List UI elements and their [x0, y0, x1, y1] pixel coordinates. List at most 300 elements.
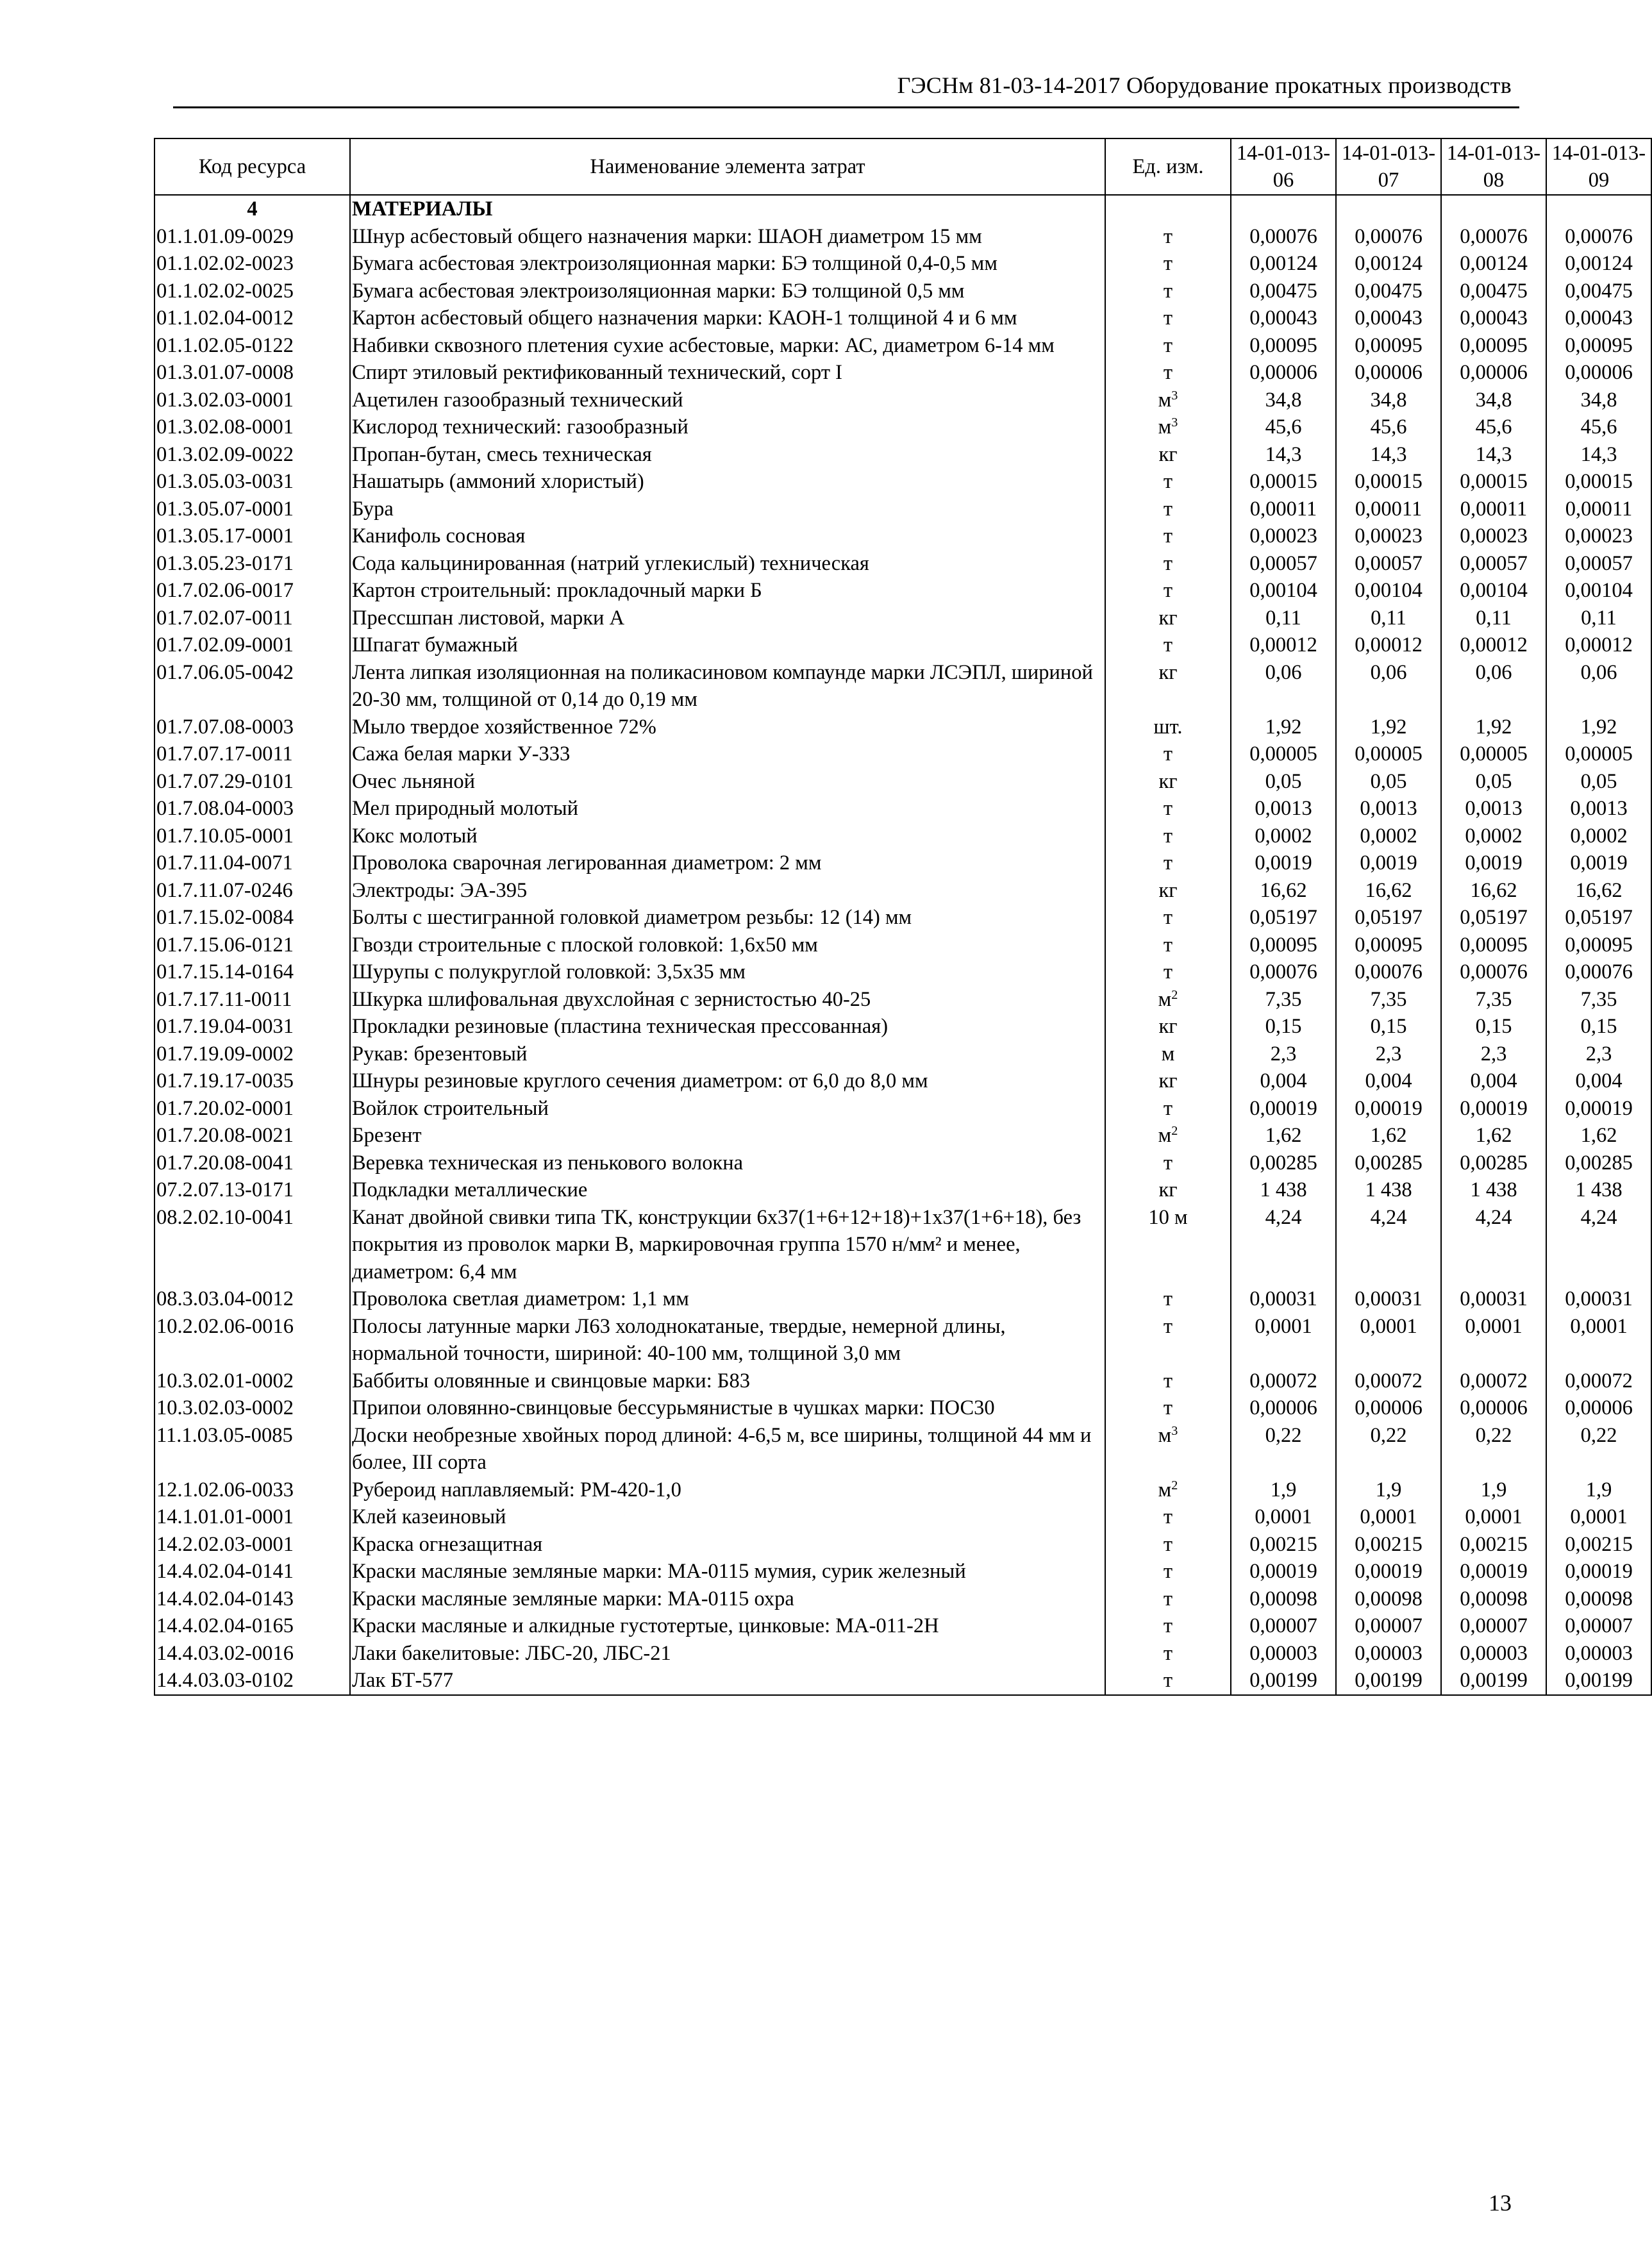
item-name: Проволока светлая диаметром: 1,1 мм	[350, 1285, 1105, 1313]
table-row	[154, 223, 1651, 251]
norm-value: 0,11	[1231, 605, 1336, 632]
norm-value: 0,00057	[1231, 550, 1336, 578]
unit-of-measure	[1105, 250, 1231, 278]
item-name: Шнур асбестовый общего назначения марки: ШАОН диаметром 15 мм	[350, 223, 1105, 251]
norm-value: 0,05197	[1231, 904, 1336, 932]
norm-value: 0,00098	[1336, 1585, 1441, 1613]
norm-value: 0,00095	[1441, 932, 1546, 959]
item-name: Мел природный молотый	[350, 795, 1105, 823]
unit-of-measure	[1105, 1503, 1231, 1531]
item-name: Сажа белая марки У-333	[350, 740, 1105, 768]
unit-of-measure	[1105, 550, 1231, 578]
norm-value: 0,00215	[1336, 1531, 1441, 1559]
norm-value: 0,00003	[1231, 1640, 1336, 1668]
norm-value: 1 438	[1546, 1176, 1651, 1204]
unit-of-measure	[1105, 278, 1231, 305]
norm-value: 0,00006	[1231, 359, 1336, 387]
resource-code: 01.7.10.05-0001	[154, 823, 350, 850]
unit-base: т	[1163, 933, 1173, 957]
norm-value: 45,6	[1441, 414, 1546, 441]
norm-value: 0,00011	[1441, 496, 1546, 523]
unit-base: т	[1163, 1287, 1173, 1310]
norm-value: 0,00043	[1336, 305, 1441, 332]
norm-value: 0,00095	[1546, 332, 1651, 360]
item-name: Подкладки металлические	[350, 1176, 1105, 1204]
norm-value: 14,3	[1546, 441, 1651, 469]
norm-value: 0,0001	[1336, 1313, 1441, 1367]
unit-base: т	[1163, 1560, 1173, 1583]
norm-value: 14,3	[1336, 441, 1441, 469]
unit-of-measure	[1105, 468, 1231, 496]
unit-base: кг	[1158, 1015, 1178, 1038]
norm-value: 0,00019	[1231, 1095, 1336, 1123]
unit-base: шт.	[1153, 715, 1183, 739]
resource-code: 01.7.19.04-0031	[154, 1013, 350, 1041]
unit-base: м	[1158, 987, 1172, 1011]
norm-value: 0,22	[1336, 1422, 1441, 1476]
norm-value: 0,0002	[1441, 823, 1546, 850]
norm-value: 0,00095	[1441, 332, 1546, 360]
item-name: Бура	[350, 496, 1105, 523]
unit-base: т	[1163, 497, 1173, 521]
norm-value: 34,8	[1441, 387, 1546, 414]
unit-of-measure	[1105, 932, 1231, 959]
unit-base: кг	[1158, 1178, 1178, 1201]
unit-base: т	[1163, 306, 1173, 330]
norm-value: 0,00475	[1546, 278, 1651, 305]
norm-value: 0,00003	[1441, 1640, 1546, 1668]
table-row	[154, 278, 1651, 305]
norm-value: 0,00006	[1441, 359, 1546, 387]
unit-base: т	[1163, 851, 1173, 874]
item-name: Пропан-бутан, смесь техническая	[350, 441, 1105, 469]
norm-value: 1,92	[1546, 714, 1651, 741]
resource-code: 01.7.20.08-0041	[154, 1150, 350, 1177]
norm-value: 0,00124	[1231, 250, 1336, 278]
norm-value: 0,00023	[1231, 523, 1336, 550]
item-name: Электроды: ЭА-395	[350, 877, 1105, 905]
unit-of-measure	[1105, 877, 1231, 905]
resource-code: 01.7.20.08-0021	[154, 1122, 350, 1150]
item-name: Краски масляные земляные марки: МА-0115 мумия, сурик железный	[350, 1558, 1105, 1585]
norm-value: 0,00076	[1336, 958, 1441, 986]
unit-of-measure	[1105, 1585, 1231, 1613]
table-row	[154, 1422, 1651, 1476]
unit-of-measure	[1105, 1041, 1231, 1068]
unit-of-measure	[1105, 414, 1231, 441]
norm-value: 1 438	[1231, 1176, 1336, 1204]
item-name: Очес льняной	[350, 768, 1105, 796]
item-name: Веревка техническая из пенькового волокна	[350, 1150, 1105, 1177]
norm-value: 0,00019	[1546, 1095, 1651, 1123]
table-row	[154, 1585, 1651, 1613]
norm-value: 0,00012	[1231, 631, 1336, 659]
unit-of-measure	[1105, 1285, 1231, 1313]
table-row	[154, 1067, 1651, 1095]
norm-value: 14,3	[1441, 441, 1546, 469]
norm-value: 4,24	[1441, 1204, 1546, 1286]
item-name: Кислород технический: газообразный	[350, 414, 1105, 441]
unit-base: т	[1163, 1505, 1173, 1528]
table-row	[154, 496, 1651, 523]
norm-value: 0,00057	[1336, 550, 1441, 578]
norm-value: 2,3	[1336, 1041, 1441, 1068]
table-row	[154, 1531, 1651, 1559]
unit-exponent: 2	[1171, 987, 1178, 1002]
norm-value: 1,62	[1231, 1122, 1336, 1150]
norm-value: 0,00019	[1336, 1558, 1441, 1585]
norm-value: 0,00475	[1336, 278, 1441, 305]
item-name: Канат двойной свивки типа ТК, конструкции 6х37(1+6+12+18)+1х37(1+6+18), без покрытия из проволок марки В, маркировочная группа 1570 н/мм² и менее, диаметром: 6,4 мм	[350, 1204, 1105, 1286]
norm-value: 0,00005	[1546, 740, 1651, 768]
table-row	[154, 1503, 1651, 1531]
resource-code: 01.3.02.09-0022	[154, 441, 350, 469]
unit-of-measure	[1105, 223, 1231, 251]
resource-code: 14.4.02.04-0143	[154, 1585, 350, 1613]
item-name: Клей казеиновый	[350, 1503, 1105, 1531]
norm-value: 0,004	[1546, 1067, 1651, 1095]
unit-of-measure	[1105, 795, 1231, 823]
norm-value: 7,35	[1546, 986, 1651, 1014]
item-name: Прокладки резиновые (пластина техническая прессованная)	[350, 1013, 1105, 1041]
page-header-title: ГЭСНм 81-03-14-2017 Оборудование прокатных производств	[897, 72, 1512, 98]
unit-base: т	[1163, 1151, 1173, 1175]
norm-value: 0,22	[1441, 1422, 1546, 1476]
norm-value: 0,06	[1336, 659, 1441, 714]
norm-value: 1,62	[1441, 1122, 1546, 1150]
norm-value: 0,0001	[1441, 1503, 1546, 1531]
unit-base: т	[1163, 1314, 1173, 1338]
norm-value: 1,62	[1546, 1122, 1651, 1150]
resource-code: 01.3.01.07-0008	[154, 359, 350, 387]
norm-value: 0,0001	[1546, 1503, 1651, 1531]
unit-base: т	[1163, 1369, 1173, 1392]
norm-value: 0,00199	[1231, 1667, 1336, 1695]
norm-value: 0,00215	[1441, 1531, 1546, 1559]
norm-value: 0,00076	[1441, 223, 1546, 251]
unit-base: м	[1158, 1478, 1172, 1501]
norm-value: 4,24	[1336, 1204, 1441, 1286]
norm-value: 0,00007	[1546, 1612, 1651, 1640]
unit-of-measure	[1105, 823, 1231, 850]
resource-code: 01.7.02.06-0017	[154, 577, 350, 605]
item-name: Нашатырь (аммоний хлористый)	[350, 468, 1105, 496]
table-row	[154, 877, 1651, 905]
unit-base: т	[1163, 1532, 1173, 1556]
table-row	[154, 958, 1651, 986]
norm-value: 0,0013	[1336, 795, 1441, 823]
resource-code: 01.7.19.09-0002	[154, 1041, 350, 1068]
norm-value: 0,00076	[1231, 958, 1336, 986]
item-name: Баббиты оловянные и свинцовые марки: Б83	[350, 1367, 1105, 1395]
norm-value: 0,00095	[1231, 932, 1336, 959]
norm-value: 0,004	[1441, 1067, 1546, 1095]
norm-value: 0,00095	[1546, 932, 1651, 959]
norm-value: 0,0019	[1441, 849, 1546, 877]
norm-value: 0,00043	[1441, 305, 1546, 332]
norm-value: 0,00007	[1336, 1612, 1441, 1640]
table-row	[154, 414, 1651, 441]
norm-value: 0,0002	[1231, 823, 1336, 850]
unit-base: т	[1163, 1614, 1173, 1637]
resource-code: 01.7.15.02-0084	[154, 904, 350, 932]
norm-value: 0,00005	[1231, 740, 1336, 768]
resource-code: 01.7.08.04-0003	[154, 795, 350, 823]
norm-value: 0,05197	[1546, 904, 1651, 932]
unit-base: т	[1163, 1669, 1173, 1692]
resource-code: 01.3.05.17-0001	[154, 523, 350, 550]
unit-of-measure	[1105, 523, 1231, 550]
norm-value: 0,00475	[1441, 278, 1546, 305]
resource-code: 01.7.07.29-0101	[154, 768, 350, 796]
norm-value: 1,92	[1231, 714, 1336, 741]
table-row	[154, 1150, 1651, 1177]
unit-exponent: 2	[1171, 1123, 1178, 1138]
norm-value: 0,00011	[1231, 496, 1336, 523]
col-header-name: Наименование элемента затрат	[350, 138, 1105, 195]
item-name: Рукав: брезентовый	[350, 1041, 1105, 1068]
table-row	[154, 904, 1651, 932]
unit-of-measure	[1105, 1150, 1231, 1177]
norm-value: 0,00003	[1546, 1640, 1651, 1668]
unit-base: т	[1163, 551, 1173, 575]
col-header-unit: Ед. изм.	[1105, 138, 1231, 195]
col-header-norm-08: 14-01-013-08	[1441, 138, 1546, 195]
resource-code: 01.7.07.17-0011	[154, 740, 350, 768]
norm-value: 0,05	[1441, 768, 1546, 796]
norm-value: 0,00007	[1441, 1612, 1546, 1640]
norm-value: 0,00019	[1441, 1558, 1546, 1585]
norm-value: 0,00285	[1336, 1150, 1441, 1177]
unit-base: м	[1158, 415, 1172, 439]
unit-base: кг	[1158, 878, 1178, 902]
item-name: Мыло твердое хозяйственное 72%	[350, 714, 1105, 741]
unit-of-measure	[1105, 1013, 1231, 1041]
norm-value: 0,15	[1231, 1013, 1336, 1041]
unit-of-measure	[1105, 631, 1231, 659]
norm-value: 0,00005	[1441, 740, 1546, 768]
norm-value: 0,15	[1336, 1013, 1441, 1041]
norm-value: 1,92	[1336, 714, 1441, 741]
norm-value: 0,0001	[1231, 1503, 1336, 1531]
table-row	[154, 605, 1651, 632]
item-name: Лаки бакелитовые: ЛБС-20, ЛБС-21	[350, 1640, 1105, 1668]
item-name: Рубероид наплавляемый: РМ-420-1,0	[350, 1476, 1105, 1504]
resource-code: 14.4.02.04-0165	[154, 1612, 350, 1640]
norm-value: 0,0001	[1441, 1313, 1546, 1367]
resource-code: 01.1.02.04-0012	[154, 305, 350, 332]
norm-value: 16,62	[1231, 877, 1336, 905]
unit-base: т	[1163, 333, 1173, 357]
norm-value: 0,0019	[1336, 849, 1441, 877]
norm-value: 4,24	[1546, 1204, 1651, 1286]
resource-code: 01.7.15.14-0164	[154, 958, 350, 986]
resource-code: 11.1.03.05-0085	[154, 1422, 350, 1476]
norm-value: 34,8	[1231, 387, 1336, 414]
resource-code: 14.1.01.01-0001	[154, 1503, 350, 1531]
resource-code: 01.7.07.08-0003	[154, 714, 350, 741]
unit-of-measure	[1105, 659, 1231, 714]
norm-value: 0,00098	[1231, 1585, 1336, 1613]
resource-code: 01.3.02.08-0001	[154, 414, 350, 441]
table-row	[154, 631, 1651, 659]
unit-base: т	[1163, 579, 1173, 602]
resource-code: 12.1.02.06-0033	[154, 1476, 350, 1504]
item-name: Краски масляные и алкидные густотертые, цинковые: МА-011-2Н	[350, 1612, 1105, 1640]
item-name: Сода кальцинированная (натрий углекислый) техническая	[350, 550, 1105, 578]
resource-code: 14.4.03.02-0016	[154, 1640, 350, 1668]
item-name: Бумага асбестовая электроизоляционная марки: БЭ толщиной 0,5 мм	[350, 278, 1105, 305]
unit-base: м	[1158, 1124, 1172, 1147]
norm-value: 0,00104	[1441, 577, 1546, 605]
unit-base: м	[1158, 1423, 1172, 1447]
unit-of-measure	[1105, 1176, 1231, 1204]
table-row	[154, 1204, 1651, 1286]
unit-of-measure	[1105, 904, 1231, 932]
unit-of-measure	[1105, 1667, 1231, 1695]
norm-value: 0,0002	[1336, 823, 1441, 850]
table-row	[154, 305, 1651, 332]
table-header-row	[154, 138, 1651, 195]
unit-of-measure	[1105, 1204, 1231, 1286]
norm-value: 0,00006	[1336, 359, 1441, 387]
norm-value: 0,0019	[1231, 849, 1336, 877]
norm-value: 0,05197	[1441, 904, 1546, 932]
norm-value: 1,9	[1441, 1476, 1546, 1504]
table-row	[154, 768, 1651, 796]
item-name: Лак БТ-577	[350, 1667, 1105, 1695]
unit-of-measure	[1105, 387, 1231, 414]
norm-value: 1,9	[1546, 1476, 1651, 1504]
norm-value: 0,22	[1231, 1422, 1336, 1476]
table-row	[154, 359, 1651, 387]
norm-value: 0,00072	[1231, 1367, 1336, 1395]
table-row	[154, 1313, 1651, 1367]
norm-value: 0,22	[1546, 1422, 1651, 1476]
item-name: Бумага асбестовая электроизоляционная марки: БЭ толщиной 0,4-0,5 мм	[350, 250, 1105, 278]
resource-code: 01.7.11.04-0071	[154, 849, 350, 877]
norm-value: 0,00019	[1336, 1095, 1441, 1123]
unit-base: т	[1163, 1587, 1173, 1610]
norm-value: 45,6	[1231, 414, 1336, 441]
norm-value: 0,00015	[1546, 468, 1651, 496]
col-header-norm-09: 14-01-013-09	[1546, 138, 1651, 195]
table-row	[154, 740, 1651, 768]
norm-value: 45,6	[1336, 414, 1441, 441]
unit-base: м	[1158, 388, 1172, 412]
norm-value: 0,0001	[1546, 1313, 1651, 1367]
norm-value: 0,00023	[1546, 523, 1651, 550]
norm-value: 0,0013	[1546, 795, 1651, 823]
page-number: 13	[1489, 2190, 1512, 2216]
table-row	[154, 387, 1651, 414]
col-header-norm-07: 14-01-013-07	[1336, 138, 1441, 195]
unit-of-measure	[1105, 1367, 1231, 1395]
item-name: Гвозди строительные с плоской головкой: 1,6х50 мм	[350, 932, 1105, 959]
norm-value: 0,0002	[1546, 823, 1651, 850]
table-row	[154, 550, 1651, 578]
unit-base: т	[1163, 224, 1173, 248]
resource-code: 01.3.05.23-0171	[154, 550, 350, 578]
unit-of-measure	[1105, 496, 1231, 523]
item-name: Шурупы с полукруглой головкой: 3,5х35 мм	[350, 958, 1105, 986]
unit-base: м	[1161, 1042, 1175, 1066]
norm-value: 0,00104	[1546, 577, 1651, 605]
item-name: Спирт этиловый ректификованный технический, сорт I	[350, 359, 1105, 387]
table-row	[154, 932, 1651, 959]
norm-value: 0,00095	[1336, 332, 1441, 360]
unit-exponent: 3	[1171, 415, 1178, 430]
unit-of-measure	[1105, 1394, 1231, 1422]
norm-value: 0,00015	[1441, 468, 1546, 496]
norm-value: 0,00215	[1231, 1531, 1336, 1559]
unit-base: т	[1163, 524, 1173, 548]
norm-value: 0,00011	[1546, 496, 1651, 523]
resource-code: 01.1.01.09-0029	[154, 223, 350, 251]
table-row	[154, 795, 1651, 823]
norm-value: 0,00095	[1231, 332, 1336, 360]
norm-value: 0,00076	[1231, 223, 1336, 251]
section-title: МАТЕРИАЛЫ	[350, 195, 1105, 223]
materials-table	[154, 138, 1652, 1696]
norm-value: 0,00031	[1441, 1285, 1546, 1313]
norm-value: 16,62	[1336, 877, 1441, 905]
norm-value: 0,00124	[1546, 250, 1651, 278]
unit-of-measure	[1105, 605, 1231, 632]
norm-value: 0,00057	[1441, 550, 1546, 578]
norm-value: 4,24	[1231, 1204, 1336, 1286]
norm-value: 0,00124	[1336, 250, 1441, 278]
norm-value: 0,00043	[1546, 305, 1651, 332]
norm-value: 0,00023	[1336, 523, 1441, 550]
resource-code: 01.7.06.05-0042	[154, 659, 350, 714]
norm-value: 0,00015	[1336, 468, 1441, 496]
unit-of-measure	[1105, 958, 1231, 986]
resource-code: 01.1.02.05-0122	[154, 332, 350, 360]
norm-value: 0,00006	[1231, 1394, 1336, 1422]
norm-value: 0,00076	[1441, 958, 1546, 986]
unit-base: т	[1163, 279, 1173, 303]
item-name: Полосы латунные марки Л63 холоднокатаные, твердые, немерной длины, нормальной точности, шириной: 40-100 мм, толщиной 3,0 мм	[350, 1313, 1105, 1367]
item-name: Набивки сквозного плетения сухие асбестовые, марки: АС, диаметром 6-14 мм	[350, 332, 1105, 360]
unit-base: т	[1163, 906, 1173, 929]
unit-of-measure	[1105, 740, 1231, 768]
unit-base: т	[1163, 824, 1173, 848]
resource-code: 01.3.05.07-0001	[154, 496, 350, 523]
resource-code: 01.7.11.07-0246	[154, 877, 350, 905]
item-name: Картон строительный: прокладочный марки Б	[350, 577, 1105, 605]
norm-value: 16,62	[1441, 877, 1546, 905]
resource-code: 01.1.02.02-0023	[154, 250, 350, 278]
norm-value: 0,00076	[1546, 223, 1651, 251]
unit-base: кг	[1158, 660, 1178, 684]
table-row	[154, 1667, 1651, 1695]
norm-value: 0,05	[1336, 768, 1441, 796]
norm-value: 0,00104	[1336, 577, 1441, 605]
item-name: Болты с шестигранной головкой диаметром резьбы: 12 (14) мм	[350, 904, 1105, 932]
norm-value: 0,00023	[1441, 523, 1546, 550]
unit-of-measure	[1105, 359, 1231, 387]
unit-of-measure	[1105, 305, 1231, 332]
resource-code: 01.7.17.11-0011	[154, 986, 350, 1014]
norm-value: 0,00019	[1546, 1558, 1651, 1585]
norm-value: 2,3	[1546, 1041, 1651, 1068]
norm-value: 0,00003	[1336, 1640, 1441, 1668]
norm-value: 0,00199	[1546, 1667, 1651, 1695]
unit-exponent: 2	[1171, 1478, 1178, 1492]
norm-value: 0,0001	[1336, 1503, 1441, 1531]
norm-value: 0,00072	[1441, 1367, 1546, 1395]
